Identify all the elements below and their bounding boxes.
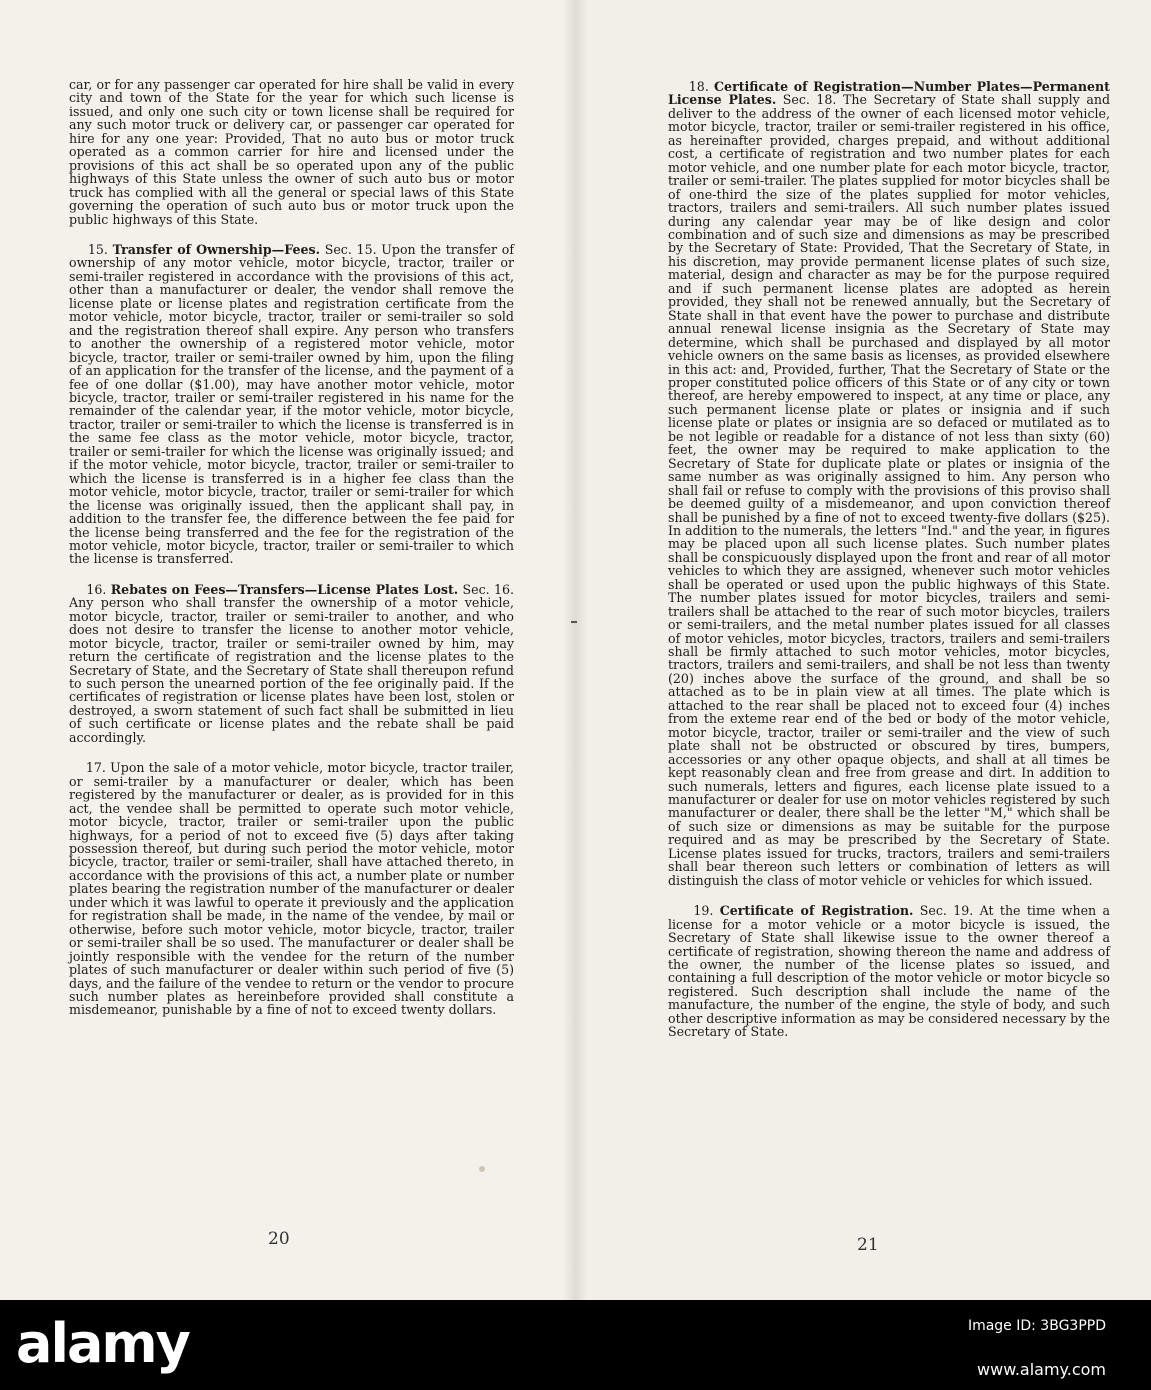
section-heading: Rebates on Fees—Transfers—License Plates Lost. xyxy=(110,581,459,597)
gutter-mark xyxy=(571,621,577,623)
page-number-right: 21 xyxy=(857,1235,879,1255)
site-url: www.alamy.com xyxy=(977,1360,1106,1379)
section-heading: Transfer of Ownership—Fees. xyxy=(112,241,320,257)
section-number: 15. xyxy=(87,241,108,257)
section-heading: Certificate of Registration. xyxy=(719,903,914,919)
paragraph-section-17 xyxy=(69,761,514,1017)
paragraph-continued xyxy=(69,78,514,226)
brand-logo: alamy xyxy=(16,1312,189,1375)
right-text-column xyxy=(668,80,1110,1056)
paragraph-section-15 xyxy=(69,243,514,566)
section-number: 16. xyxy=(86,581,107,597)
ink-smudge xyxy=(479,1166,485,1172)
paragraph-text: Sec. 19. At the time when a license for a motor vehicle or a motor bicycle is issued, the Secretary of State shall likewise issue to the owner thereof a certificate of registration, showing thereon the name and address of the owner, the number of the license plates so issued, and containing a full description of the motor vehicle or motor bicycle so registered. Such description shall include the name of the manufacture, the number of the engine, the style of body, and such other descriptive information as may be considered necessary by the Secretary of State. xyxy=(668,903,1110,1040)
left-page xyxy=(0,0,575,1300)
paragraph-section-16 xyxy=(69,583,514,744)
paragraph-text: Sec. 18. The Secretary of State shall supply and deliver to the address of the owner of each licensed motor vehicle, motor bicycle, tractor, trailer or semi-trailer registered in his office, as hereinafter provided, charges prepaid, and without additional cost, a certificate of registration and two number plates for each motor vehicle, and one number plate for each motor bicycle, tractor, trailer or semi-trailer. The plates supplied for motor bicycles shall be of one-third the size of the plates supplied for motor vehicles, tractors, trailers and semi-trailers. All such number plates issued during any calendar year may be of like design and color combination and of such size and dimensions as may be prescribed by the Secretary of State: Provided, That the Secretary of State, in his discretion, may provide permanent license plates of such size, material, design and character as may be for the purpose required and if such permanent license plates are adopted as herein provided, they shall not be renewed annually, but the Secretary of State shall in that event have the power to purchase and distribute annual renewal license insignia as the Secretary of State may determine, which shall be purchased and displayed by all motor vehicle owners on the same basis as licenses, as provided elsewhere in this act: and, Provided, further, That the Secretary of State or the proper constituted police officers of this State or of any city or town thereof, are hereby empowered to inspect, at any time or place, any such permanent license plate or plates or insignia and if such license plate or plates or insignia are so defaced or mutilated as to be not legible or readable for a distance of not less than sixty (60) feet, the owner may be required to make application to the Secretary of State for duplicate plate or plates or insignia of the same number as was originally assigned to him. Any person who shall fail or refuse to comply with the provisions of this proviso shall be deemed guilty of a misdemeanor, and upon conviction thereof shall be punished by a fine of not to exceed twenty-five dollars ($25). In addition to the numerals, the letters "Ind." and the year, in figures may be placed upon all such license plates. Such number plates shall be conspicuously displayed upon the front and rear of all motor vehicles to which they are assigned, whenever such motor vehicles shall be operated or used upon the public highways of this State. The number plates issued for motor bicycles, trailers and semi-trailers shall be attached to the rear of such motor bicycles, trailers or semi-trailers, and the metal number plates issued for all classes of motor vehicles, motor bicycles, tractors, trailers and semi-trailers shall be firmly attached to such motor vehicles, motor bicycles, tractors, trailers and semi-trailers, and shall be not less than twenty (20) inches above the surface of the ground, and shall be so attached as to be in plain view at all times. The plate which is attached to the rear shall be placed not to exceed four (4) inches from the exteme rear end of the bed or body of the motor vehicle, motor bicycle, tractor, trailer or semi-trailer and the view of such plate shall not be obstructed or obscured by tires, bumpers, accessories or any other opaque objects, and shall at all times be kept reasonably clean and free from grease and dirt. In addition to such numerals, letters and figures, each license plate issued to a manufacturer or dealer for use on motor vehicles registered by such manufacturer or dealer, there shall be the letter "M," which shall be of such size or dimensions as may be suitable for the purpose required and as may be prescribed by the Secretary of State. License plates issued for trucks, tractors, trailers and semi-trailers shall bear thereon such letters or combination of letters as will distinguish the class of motor vehicle or vehicles for which issued. xyxy=(668,92,1111,888)
watermark-footer xyxy=(0,1300,1151,1390)
right-page xyxy=(575,0,1151,1300)
paragraph-text: Sec. 16. Any person who shall transfer the ownership of a motor vehicle, motor bicycle, tractor, trailer or semi-trailer to another, and who does not desire to transfer the license to another motor vehicle, motor bicycle, tractor, trailer or semi-trailer owned by him, may return the certificate of registration and the license plates to the Secretary of State, and the Secretary of State shall thereupon refund to such person the unearned portion of the fee originally paid. If the certificates of registration or license plates have been lost, stolen or destroyed, a sworn statement of such fact shall be submitted in lieu of such certificate or license plates and the rebate shall be paid accordingly. xyxy=(69,581,515,745)
section-number: 17. xyxy=(85,760,106,776)
paragraph-section-18 xyxy=(668,80,1110,887)
section-number: 19. xyxy=(693,903,714,919)
image-id: Image ID: 3BG3PPD xyxy=(967,1318,1106,1334)
left-text-column xyxy=(69,78,514,1034)
section-number: 18. xyxy=(688,79,709,94)
paragraph-text: car, or for any passenger car operated for hire shall be valid in every city and town of the State for the year for which such license is issued, and only one such city or town license shall be required for any such motor truck or delivery car, or passenger car operated for hire for any one year: Provided, That no auto bus or motor truck operated as a common carrier for hire and licensed under the provisions of this act shall be so operated upon any of the public highways of this State unless the owner of such auto bus or motor truck has complied with all the general or special laws of this State governing the operation of such auto bus or motor truck upon the public highways of this State. xyxy=(69,77,514,227)
section-heading: Certificate of Registration—Number Plates—Permanent License Plates. xyxy=(668,79,1110,108)
page-number-left: 20 xyxy=(268,1229,290,1249)
paragraph-section-19 xyxy=(668,904,1110,1039)
paragraph-text: Upon the sale of a motor vehicle, motor bicycle, tractor trailer, or semi-trailer by a manufacturer or dealer, which has been registered by the manufacturer or dealer, as is provided for in this act, the vendee shall be permitted to operate such motor vehicle, motor bicycle, tractor, trailer or semi-trailer upon the public highways, for a period of not to exceed five (5) days after taking possession thereof, but during such period the motor vehicle, motor bicycle, tractor, trailer or semi-trailer, shall have attached thereto, in accordance with the provisions of this act, a number plate or number plates bearing the registration number of the manufacturer or dealer under which it was lawful to operate it previously and the application for registration shall be made, in the name of the vendee, by mail or otherwise, before such motor vehicle, motor bicycle, tractor, trailer or semi-trailer shall be so used. The manufacturer or dealer shall be jointly responsible with the vendee for the return of the number plates of such manufacturer or dealer within such period of five (5) days, and the failure of the vendee to return or the vendor to procure such number plates as hereinbefore provided shall constitute a misdemeanor, punishable by a fine of not to exceed twenty dollars. xyxy=(69,760,515,1018)
paragraph-text: Sec. 15. Upon the transfer of ownership of any motor vehicle, motor bicycle, tractor, trailer or semi-trailer registered in accordance with the provisions of this act, other than a manufacturer or dealer, the vendor shall remove the license plate or license plates and registration certificate from the motor vehicle, motor bicycle, tractor, trailer or semi-trailer so sold and the registration thereof shall expire. Any person who transfers to another the ownership of a registered motor vehicle, motor bicycle, tractor, trailer or semi-trailer owned by him, upon the filing of an application for the transfer of the license, and the payment of a fee of one dollar ($1.00), may have another motor vehicle, motor bicycle, tractor, trailer or semi-trailer registered in his name for the remainder of the calendar year, if the motor vehicle, motor bicycle, tractor, trailer or semi-trailer to which the license is transferred is in the same fee class as the motor vehicle, motor bicycle, tractor, trailer or semi-trailer for which the license was originally issued; and if the motor vehicle, motor bicycle, tractor, trailer or semi-trailer to which the license is transferred is in a higher fee class than the motor vehicle, motor bicycle, tractor, trailer or semi-trailer for which the license was originally issued, then the applicant shall pay, in addition to the transfer fee, the difference between the fee paid for the license being transferred and the fee for the registration of the motor vehicle, motor bicycle, tractor, trailer or semi-trailer to which the license is transferred. xyxy=(69,241,514,567)
book-gutter xyxy=(563,0,587,1300)
